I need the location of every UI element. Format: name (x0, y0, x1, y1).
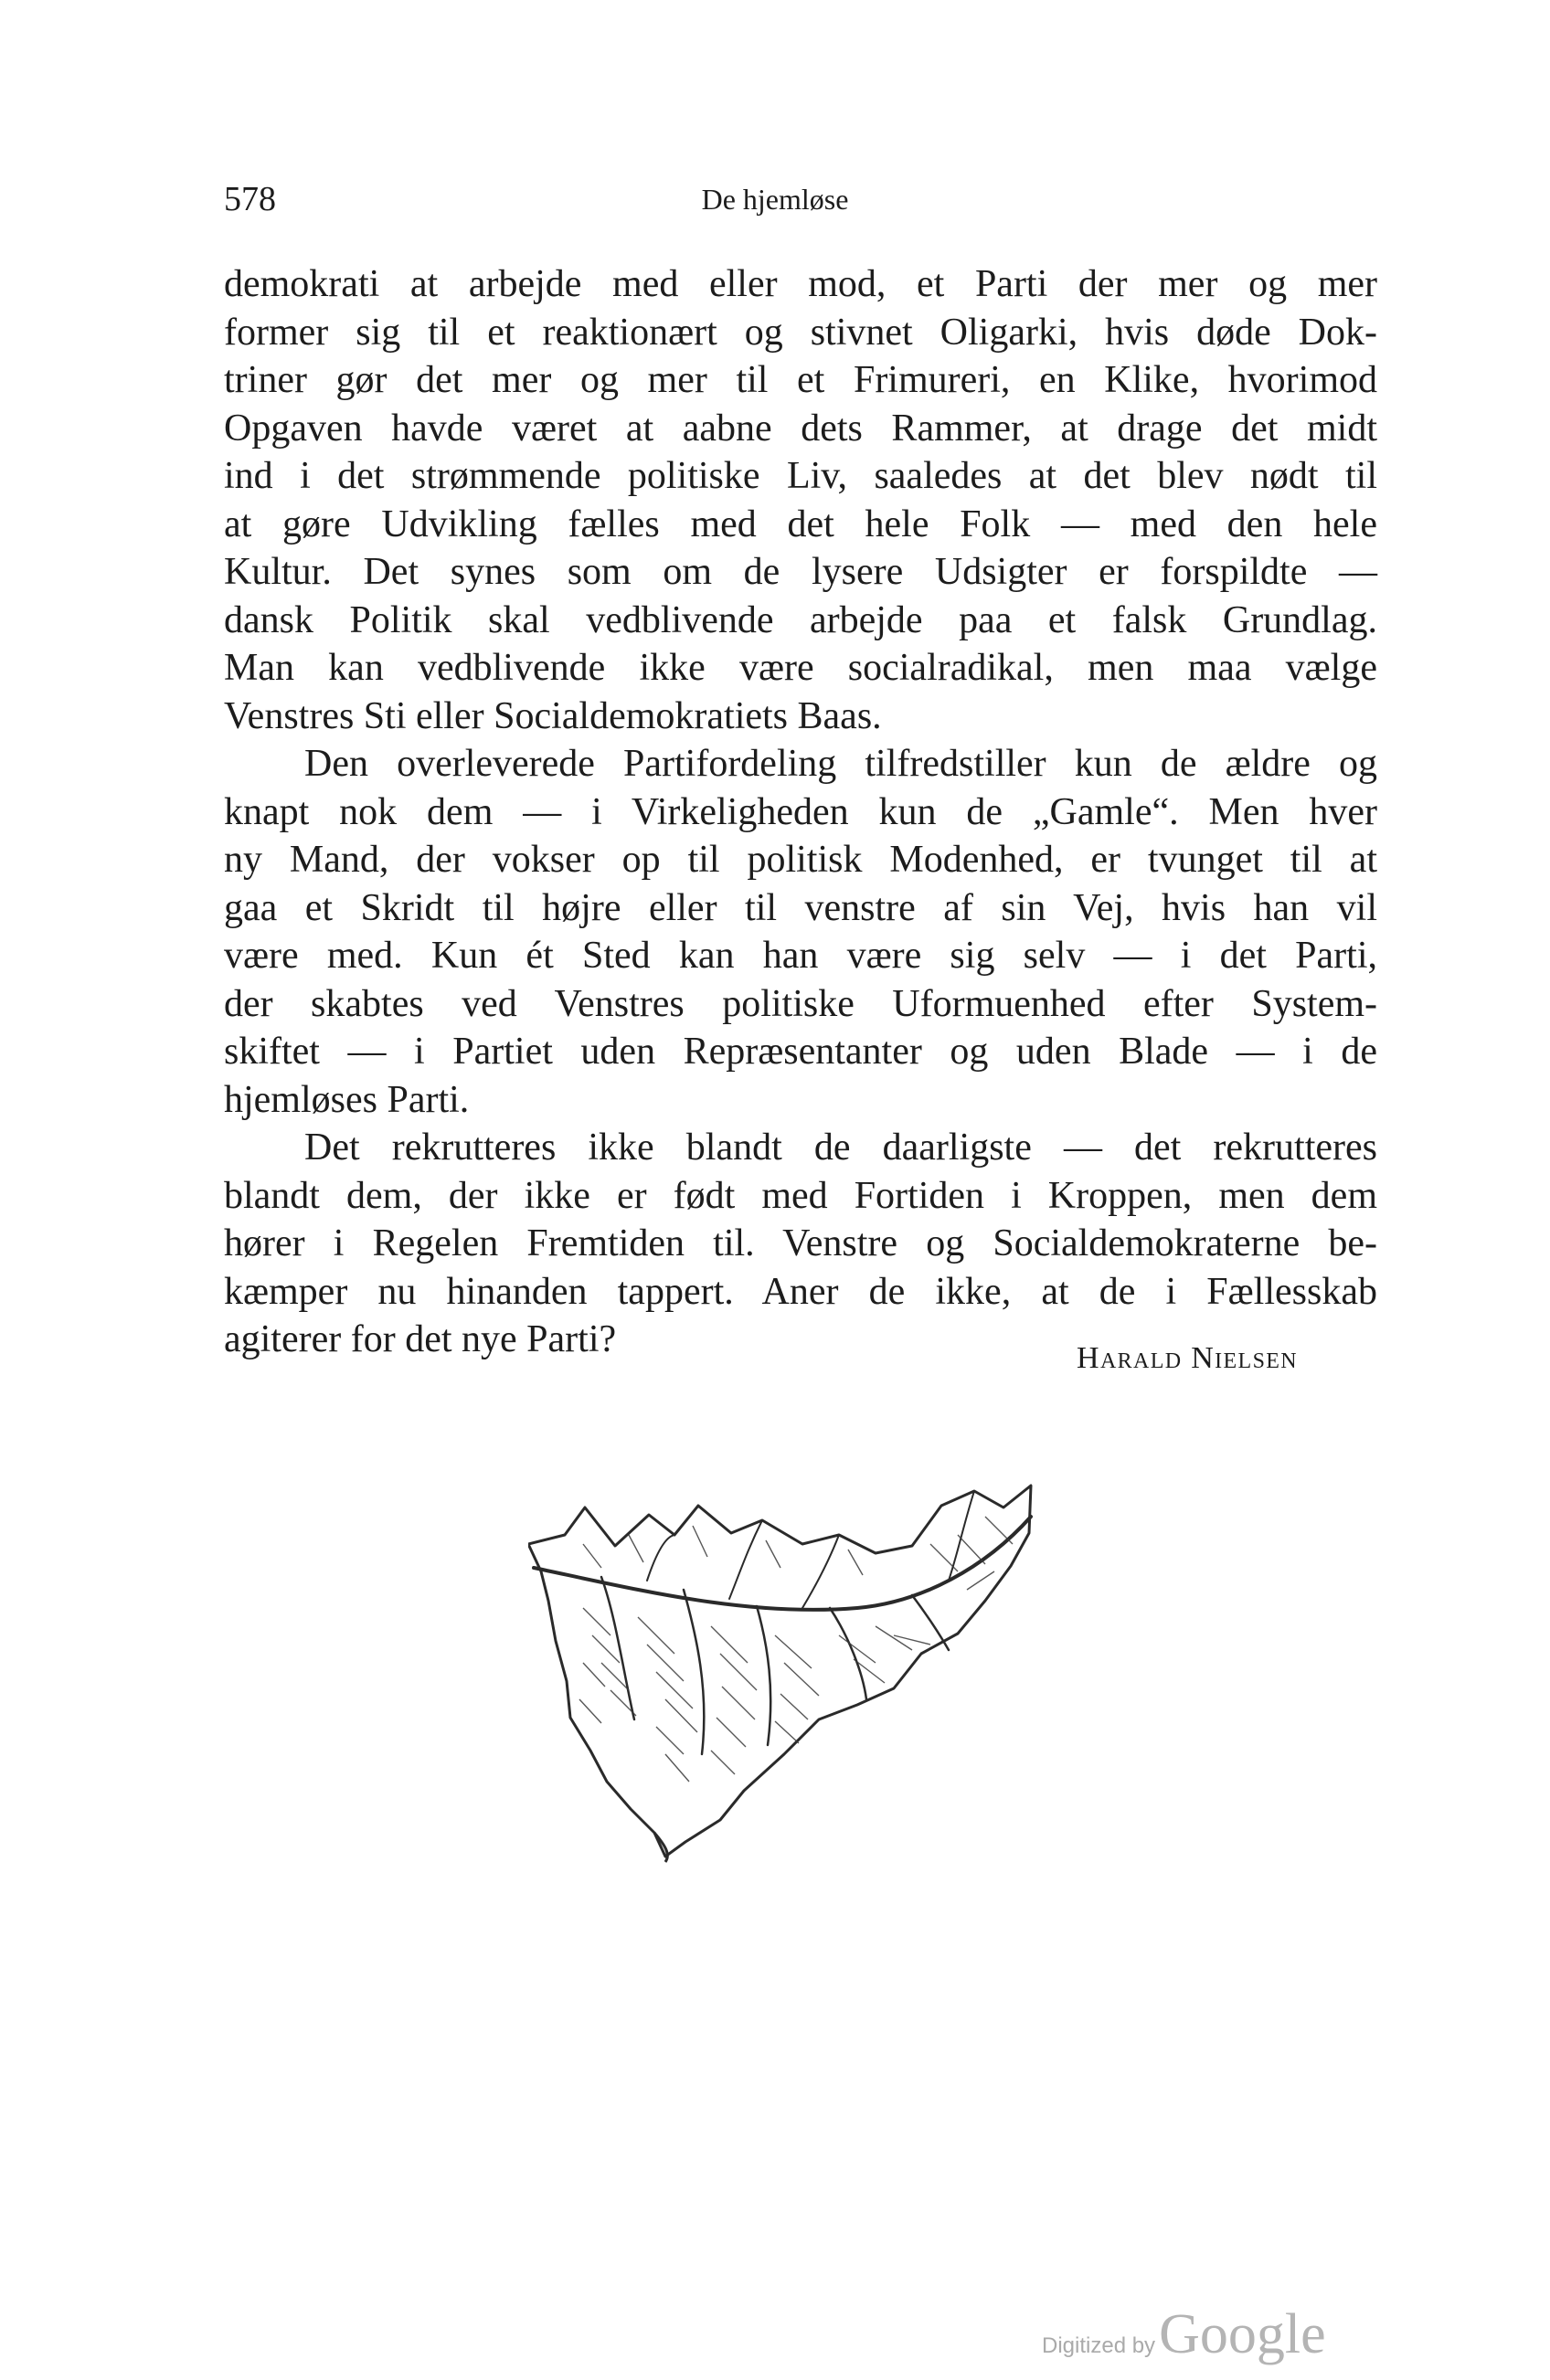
text-line: kæmper nu hinanden tappert. Aner de ikke, at de i Fællesskab (224, 1270, 1377, 1313)
text-line: Kultur. Det synes som om de lysere Udsigter er forspildte — (224, 551, 1377, 593)
text-line: ind i det strømmende politiske Liv, saaledes at det blev nødt til (224, 455, 1377, 497)
text-line: former sig til et reaktionært og stivnet Oligarki, hvis døde Dok- (224, 311, 1377, 354)
text-line: demokrati at arbejde med eller mod, et Parti der mer og mer (224, 263, 1377, 305)
text-line: være med. Kun ét Sted kan han være sig selv — i det Parti, (224, 935, 1377, 977)
watermark-prefix: Digitized by (1042, 2333, 1156, 2358)
text-line: Den overleverede Partifordeling tilfredstiller kun de ældre og (304, 743, 1377, 785)
text-line: Venstres Sti eller Socialdemokratiets Baas. (224, 694, 882, 737)
text-line: hører i Regelen Fremtiden til. Venstre og Socialdemokraterne be- (224, 1222, 1377, 1264)
text-line: at gøre Udvikling fælles med det hele Folk — med den hele (224, 502, 1377, 545)
text-line: der skabtes ved Venstres politiske Uformuenhed efter System- (224, 982, 1377, 1025)
text-line: hjemløses Parti. (224, 1078, 470, 1121)
text-line: ny Mand, der vokser op til politisk Modenhed, er tvunget til at (224, 839, 1377, 881)
article-body (224, 260, 1377, 1364)
text-line: Man kan vedblivende ikke være socialradikal, men maa vælge (224, 647, 1377, 689)
text-line: knapt nok dem — i Virkeligheden kun de „Gamle“. Men hver (224, 790, 1377, 833)
text-line: gaa et Skridt til højre eller til venstre af sin Vej, hvis han vil (224, 886, 1377, 929)
running-title: De hjemløse (701, 183, 849, 216)
author-signature: Harald Nielsen (1077, 1341, 1298, 1375)
text-line: triner gør det mer og mer til et Frimureri, en Klike, hvorimod (224, 359, 1377, 401)
leaf-illustration (528, 1480, 1058, 1864)
text-line: skiftet — i Partiet uden Repræsentanter og uden Blade — i de (224, 1031, 1377, 1073)
text-line: agiterer for det nye Parti? (224, 1318, 617, 1360)
text-line: Det rekrutteres ikke blandt de daarligste — det rekrutteres (304, 1127, 1377, 1169)
text-line: dansk Politik skal vedblivende arbejde paa et falsk Grundlag. (224, 598, 1377, 641)
page-number: 578 (224, 180, 276, 218)
text-line: Opgaven havde været at aabne dets Rammer, at drage det midt (224, 407, 1377, 450)
digitized-by-watermark (1042, 2302, 1326, 2367)
text-line: blandt dem, der ikke er født med Fortiden i Kroppen, men dem (224, 1174, 1377, 1217)
watermark-brand: Google (1159, 2303, 1326, 2365)
